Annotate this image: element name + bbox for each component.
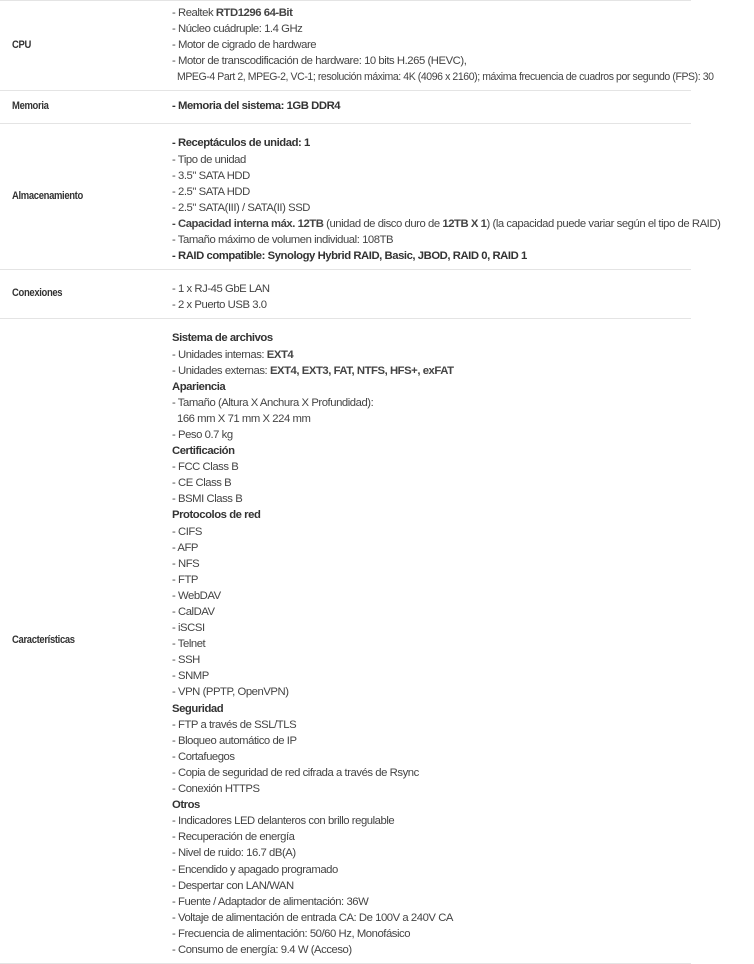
spec-line: - Motor de cigrado de hardware <box>172 39 317 52</box>
spec-line: - Consumo de energía: 9.4 W (Acceso) <box>172 943 352 956</box>
spec-line: - Frecuencia de alimentación: 50/60 Hz, Monofásico <box>172 927 411 940</box>
spec-line: - 2.5" SATA HDD <box>172 185 250 198</box>
spec-line: 166 mm X 71 mm X 224 mm <box>177 412 311 425</box>
spec-subheading: Certificación <box>172 445 235 458</box>
spec-line: - Nivel de ruido: 16.7 dB(A) <box>172 847 296 860</box>
spec-line: - FTP <box>172 573 198 586</box>
spec-text-bold: - Capacidad interna máx. 12TB <box>172 217 324 230</box>
spec-text: - Unidades externas: <box>172 364 270 377</box>
spec-line: - CE Class B <box>172 477 232 490</box>
spec-text-bold: RTD1296 64-Bit <box>215 7 293 19</box>
spec-text: - Unidades internas: <box>172 348 267 361</box>
spec-line: - VPN (PPTP, OpenVPN) <box>172 686 289 699</box>
spec-table-body <box>0 1 721 964</box>
spacer <box>172 127 691 135</box>
spec-line: - CalDAV <box>172 606 215 618</box>
spec-line: - Memoria del sistema: 1GB DDR4 <box>172 100 341 113</box>
spec-line: - SSH <box>172 654 200 667</box>
spec-text-bold: EXT4, EXT3, FAT, NTFS, HFS+, exFAT <box>269 364 454 377</box>
spec-line: - 1 x RJ-45 GbE LAN <box>172 283 270 296</box>
spec-line: - Recuperación de energía <box>172 831 295 844</box>
spec-line <box>172 216 721 232</box>
spacer <box>172 322 691 330</box>
spec-row-memoria <box>0 91 691 124</box>
spec-value-caracteristicas <box>172 319 691 964</box>
spec-line: - FCC Class B <box>172 461 239 474</box>
spec-line: - FTP a través de SSL/TLS <box>172 718 297 731</box>
spec-line: - WebDAV <box>172 589 221 602</box>
spec-line: - Fuente / Adaptador de alimentación: 36W <box>172 895 369 908</box>
spec-subheading: Protocolos de red <box>172 509 261 522</box>
spec-line: - Conexión HTTPS <box>172 783 260 796</box>
spec-line: - Copia de seguridad de red cifrada a través de Rsync <box>172 766 419 779</box>
spec-line: - Tamaño (Altura X Anchura X Profundidad): <box>172 396 374 409</box>
spec-line: - Despertar con LAN/WAN <box>172 879 294 892</box>
spec-line: - Motor de transcodificación de hardware: 10 bits H.265 (HEVC), <box>172 55 467 68</box>
spec-line: - Núcleo cuádruple: 1.4 GHz <box>172 23 303 36</box>
spec-line: - Bloqueo automático de IP <box>172 734 297 747</box>
spec-text: MPEG-4 Part 2, MPEG-2, VC-1; resolución máxima: 4K (4096 x 2160); máxima frecuencia de cuadros por segundo (FPS): 30 <box>177 71 714 84</box>
spec-label-cpu: CPU <box>0 1 148 91</box>
spec-row-caracteristicas <box>0 319 691 964</box>
spec-line: - AFP <box>172 541 198 554</box>
spec-line: - 2.5" SATA(III) / SATA(II) SSD <box>172 201 310 214</box>
spec-line: - 2 x Puerto USB 3.0 <box>172 299 267 312</box>
spec-line: - RAID compatible: Synology Hybrid RAID, Basic, JBOD, RAID 0, RAID 1 <box>172 250 527 263</box>
spec-line <box>172 5 691 21</box>
spec-value-memoria <box>172 91 691 124</box>
spec-text: ) (la capacidad puede variar según el tipo de RAID) <box>486 217 721 230</box>
spec-line: - BSMI Class B <box>172 493 243 506</box>
spec-line <box>172 347 691 363</box>
spec-line: - SNMP <box>172 670 209 683</box>
spec-line <box>172 69 714 85</box>
spec-line: - CIFS <box>172 525 202 538</box>
spec-line: - Indicadores LED delanteros con brillo regulable <box>172 815 395 828</box>
spec-value-conexiones <box>172 270 691 319</box>
spec-row-conexiones <box>0 270 691 319</box>
spec-row-almacenamiento <box>0 124 691 270</box>
spec-line: - Tamaño máximo de volumen individual: 108TB <box>172 234 394 247</box>
spec-line: - Receptáculos de unidad: 1 <box>172 137 310 150</box>
spec-text-bold: 12TB X 1 <box>442 217 487 230</box>
spec-text: (unidad de disco duro de <box>323 217 443 230</box>
spec-label-memoria: Memoria <box>0 91 148 124</box>
spec-subheading: Sistema de archivos <box>172 332 273 345</box>
spec-line: - Tipo de unidad <box>172 153 246 166</box>
spec-text: - Realtek <box>172 7 216 19</box>
spec-line <box>172 363 691 379</box>
spec-value-cpu <box>172 1 714 91</box>
spec-label-conexiones: Conexiones <box>0 270 148 319</box>
spec-line: - iSCSI <box>172 622 205 635</box>
spec-subheading: Apariencia <box>172 380 226 393</box>
spec-line: - Cortafuegos <box>172 750 235 763</box>
spec-line: - Voltaje de alimentación de entrada CA: De 100V a 240V CA <box>172 911 453 924</box>
spec-label-caracteristicas: Características <box>0 319 148 964</box>
spec-line: - Telnet <box>172 638 206 651</box>
spec-line: - Peso 0.7 kg <box>172 428 233 441</box>
spacer <box>172 273 691 281</box>
spec-subheading: Seguridad <box>172 702 224 715</box>
spec-label-almacenamiento: Almacenamiento <box>0 124 148 270</box>
spec-line: - NFS <box>172 557 200 570</box>
spec-row-cpu <box>0 1 691 91</box>
spec-text-bold: EXT4 <box>266 348 294 361</box>
spec-line: - Encendido y apagado programado <box>172 863 338 876</box>
spec-subheading: Otros <box>172 799 200 812</box>
spec-line: - 3.5" SATA HDD <box>172 169 250 182</box>
spec-value-almacenamiento <box>172 124 721 270</box>
